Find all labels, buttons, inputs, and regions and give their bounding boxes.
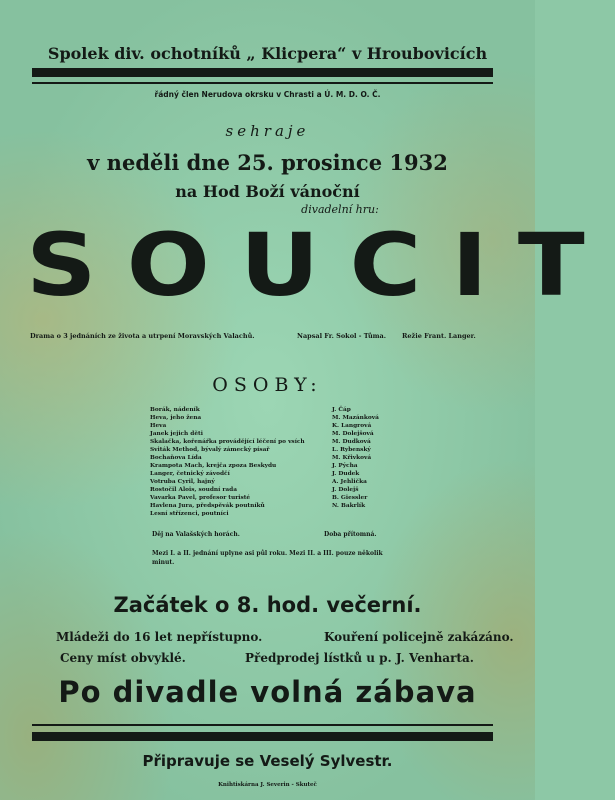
cast-row bbox=[150, 478, 400, 486]
society-name: Spolek div. ochotníků „ Klicpera“ v Hroubovicích bbox=[47, 44, 488, 63]
smoking-notice: Kouření policejně zakázáno. bbox=[324, 630, 514, 644]
cast-role: Sviták Method, bývalý zámecký písař bbox=[150, 447, 270, 453]
youth-notice: Mládeži do 16 let nepřístupno. bbox=[56, 630, 263, 644]
cast-actor: M. Mazánková bbox=[332, 415, 379, 421]
cast-row bbox=[150, 438, 400, 446]
cast-actor: N. Bakrlík bbox=[332, 503, 366, 509]
director-credit: Režie Frant. Langer. bbox=[402, 332, 476, 340]
cast-role: Heva, jeho žena bbox=[150, 415, 202, 421]
setting-time: Doba přítomná. bbox=[324, 531, 377, 538]
upcoming-event: Připravuje se Veselý Sylvestr. bbox=[142, 752, 393, 770]
cast-role: Heva bbox=[150, 423, 167, 429]
cast-role: Krampota Mach, krejča zpoza Beskydu bbox=[150, 463, 277, 469]
cast-row bbox=[150, 502, 400, 510]
after-party-line: Po divadle volná zábava bbox=[58, 675, 477, 709]
footer-thin-rule bbox=[32, 724, 493, 726]
cast-role: Langer, četnický závodčí bbox=[150, 471, 230, 477]
performs-label: sehraje bbox=[225, 122, 310, 140]
cast-role: Votruba Cyril, hajný bbox=[150, 479, 215, 485]
membership-line: řádný člen Nerudova okrsku v Chrasti a Ú. M. D. O. Č. bbox=[154, 90, 381, 99]
drama-description: Drama o 3 jednáních ze života a utrpení Moravských Valachů. bbox=[30, 332, 255, 340]
cast-actor: B. Giessler bbox=[332, 495, 368, 501]
author-credit: Napsal Fr. Sokol - Tůma. bbox=[297, 332, 387, 340]
prices-notice: Ceny míst obvyklé. bbox=[60, 651, 186, 665]
setting-place: Děj na Valašských horách. bbox=[152, 531, 240, 538]
header-thick-rule bbox=[32, 68, 493, 77]
cast-actor: J. Pýcha bbox=[332, 463, 358, 469]
cast-actor: J. Čáp bbox=[332, 407, 351, 413]
cast-actor: J. Dolejš bbox=[332, 487, 359, 493]
cast-row bbox=[150, 470, 400, 478]
cast-heading: OSOBY: bbox=[212, 374, 323, 396]
cast-actor: M. Dolejšová bbox=[332, 431, 374, 437]
cast-row bbox=[150, 462, 400, 470]
cast-row bbox=[150, 406, 400, 414]
cast-role: Vavarka Pavel, profesor turisté bbox=[150, 495, 251, 501]
cast-actor: M. Dudková bbox=[332, 439, 371, 445]
play-label: divadelní hru: bbox=[301, 203, 379, 216]
cast-row bbox=[150, 510, 400, 518]
start-time: Začátek o 8. hod. večerní. bbox=[113, 593, 422, 617]
cast-row bbox=[150, 446, 400, 454]
cast-row bbox=[150, 430, 400, 438]
presale-notice: Předprodej lístků u p. J. Venharta. bbox=[245, 651, 474, 665]
cast-role: Bochaňova Lída bbox=[150, 455, 202, 461]
cast-actor: K. Langrová bbox=[332, 423, 372, 429]
header-thin-rule bbox=[32, 82, 493, 84]
cast-row bbox=[150, 454, 400, 462]
cast-role: Borák, nádeník bbox=[150, 407, 200, 413]
footer-thick-rule bbox=[32, 732, 493, 741]
cast-role: Lesní střízenci, poutníci bbox=[150, 511, 229, 517]
cast-role: Janek jejich děti bbox=[150, 431, 203, 437]
cast-list bbox=[150, 406, 400, 518]
cast-actor: L. Rybenský bbox=[332, 447, 371, 453]
play-title: SOUCIT bbox=[26, 215, 615, 317]
cast-role: Rostočil Alois, soudní rada bbox=[150, 487, 237, 493]
cast-row bbox=[150, 422, 400, 430]
printer-imprint: Knihtiskárna J. Severin - Skuteč bbox=[218, 782, 317, 788]
cast-role: Havlena Jura, předspěvák poutníků bbox=[150, 503, 265, 509]
cast-row bbox=[150, 414, 400, 422]
interval-note: Mezi I. a II. jednání uplyne asi půl roku. Mezi II. a III. pouze několik minut. bbox=[152, 550, 383, 566]
performance-date: v neděli dne 25. prosince 1932 bbox=[87, 150, 448, 175]
cast-row bbox=[150, 486, 400, 494]
cast-actor: J. Dudek bbox=[332, 471, 360, 477]
cast-row bbox=[150, 494, 400, 502]
cast-role: Skalačka, kořenářka provádějící léčení po vsích bbox=[150, 439, 305, 445]
cast-actor: M. Křivková bbox=[332, 455, 372, 461]
cast-actor bbox=[332, 510, 400, 518]
holiday-line: na Hod Boží vánoční bbox=[175, 182, 360, 201]
cast-actor: A. Jehlička bbox=[332, 479, 367, 485]
